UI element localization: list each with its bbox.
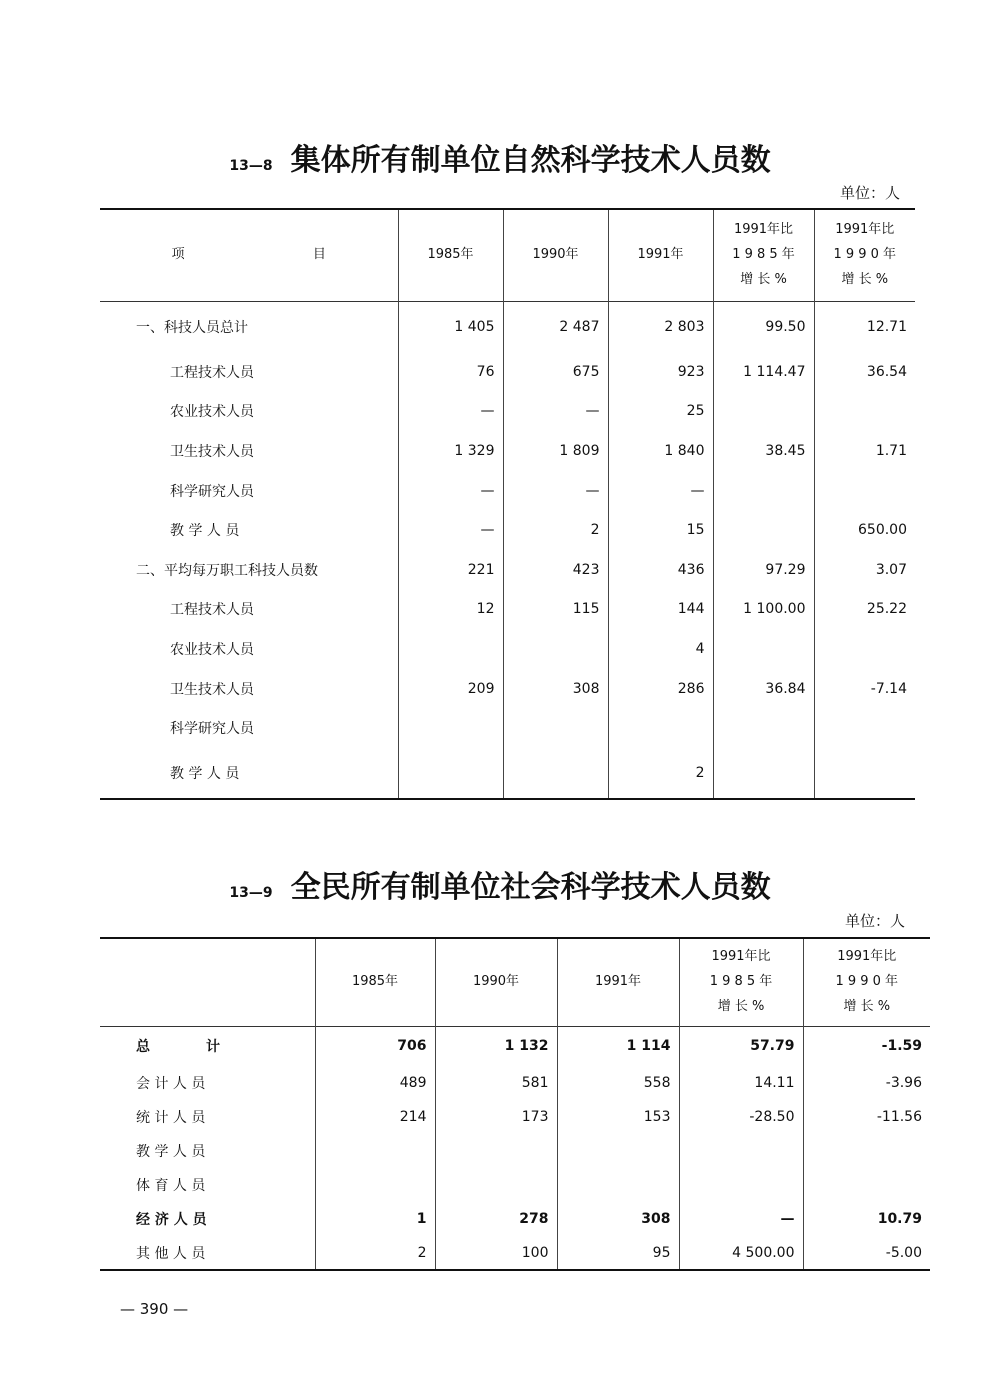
row-label: 教 学 人 员 [170, 523, 240, 540]
cell-c1990: 423 [503, 550, 608, 590]
page-number: — 390 — [120, 1300, 189, 1318]
cell-g90: -11.56 [803, 1100, 930, 1134]
table2-header-item [100, 938, 315, 1026]
cell-g85: 36.84 [713, 669, 814, 709]
cell-g85 [713, 708, 814, 748]
cell-g90: -1.59 [803, 1026, 930, 1066]
header-line1: 1991年比 [835, 222, 895, 238]
cell-g85 [713, 510, 814, 550]
cell-c1990 [503, 629, 608, 669]
table1-header-growth-1990 [814, 209, 915, 301]
cell-c1990: 581 [435, 1066, 557, 1100]
cell-c1985 [398, 748, 503, 799]
cell-c1985: 214 [315, 1100, 435, 1134]
cell-c1985: — [398, 392, 503, 432]
table-row [100, 1066, 930, 1100]
cell-c1990: 675 [503, 352, 608, 392]
header-line1: 1991年比 [711, 949, 771, 965]
table-row [100, 708, 915, 748]
cell-g85: 99.50 [713, 301, 814, 352]
cell-g85 [679, 1134, 803, 1168]
cell-g90 [814, 708, 915, 748]
row-label: 二、平均每万职工科技人员数 [136, 562, 318, 579]
row-label: 卫生技术人员 [170, 681, 254, 698]
table-row [100, 352, 915, 392]
table-row [100, 1100, 930, 1134]
table2-unit: 单位：人 [844, 912, 905, 930]
cell-c1990: 308 [503, 669, 608, 709]
cell-c1991: 144 [608, 590, 713, 630]
table-row [100, 510, 915, 550]
table2-header-1991: 1991年 [557, 938, 679, 1026]
table2-title [0, 862, 1000, 906]
cell-c1991: 308 [557, 1202, 679, 1236]
table-row [100, 550, 915, 590]
table2-title-text: 全民所有制单位社会科学技术人员数 [290, 870, 771, 905]
table1-title [0, 135, 1000, 179]
table1-title-text: 集体所有制单位自然科学技术人员数 [290, 143, 771, 178]
cell-c1985: 12 [398, 590, 503, 630]
table2-header-1985: 1985年 [315, 938, 435, 1026]
row-label: 体 育 人 员 [136, 1178, 206, 1194]
cell-g90: 12.71 [814, 301, 915, 352]
cell-c1990: 115 [503, 590, 608, 630]
header-line2: 1 9 8 5 年 [732, 246, 795, 262]
cell-c1990 [435, 1168, 557, 1202]
cell-g85: 1 100.00 [713, 590, 814, 630]
row-label: 科学研究人员 [170, 483, 254, 500]
cell-g85: 14.11 [679, 1066, 803, 1100]
table-row [100, 748, 915, 799]
cell-c1985: 1 329 [398, 431, 503, 471]
table2-header-row [100, 938, 930, 1026]
cell-g85 [679, 1168, 803, 1202]
cell-g90: 36.54 [814, 352, 915, 392]
cell-g85 [713, 629, 814, 669]
table-row [100, 1236, 930, 1270]
table-row [100, 590, 915, 630]
cell-g90: -5.00 [803, 1236, 930, 1270]
cell-g85: — [679, 1202, 803, 1236]
row-label: 总 计 [136, 1039, 220, 1056]
cell-g90: 10.79 [803, 1202, 930, 1236]
row-label: 教 学 人 员 [136, 1144, 206, 1160]
table1-number: 13—8 [229, 158, 273, 174]
cell-g85 [713, 748, 814, 799]
table1-header-1985: 1985年 [398, 209, 503, 301]
header-line3: 增 长 % [740, 271, 787, 287]
cell-g90: 1.71 [814, 431, 915, 471]
cell-c1985: 209 [398, 669, 503, 709]
cell-c1985: 1 405 [398, 301, 503, 352]
table2-header-1990: 1990年 [435, 938, 557, 1026]
row-label: 其 他 人 员 [136, 1245, 206, 1262]
cell-g90 [814, 392, 915, 432]
cell-g90: -3.96 [803, 1066, 930, 1100]
table2 [100, 937, 930, 1271]
cell-c1990: — [503, 392, 608, 432]
table-row [100, 471, 915, 511]
header-line2: 1 9 9 0 年 [835, 973, 899, 989]
cell-c1991: 4 [608, 629, 713, 669]
table1-unit: 单位：人 [839, 184, 900, 202]
cell-g90 [814, 629, 915, 669]
cell-c1985: 706 [315, 1026, 435, 1066]
table-row [100, 431, 915, 471]
header-line2: 1 9 9 0 年 [833, 246, 897, 262]
header-line3: 增 长 % [717, 998, 765, 1014]
cell-g85: 38.45 [713, 431, 814, 471]
header-line1: 1991年比 [733, 222, 794, 238]
table-row [100, 1134, 930, 1168]
cell-c1991: 2 803 [608, 301, 713, 352]
table1-header-row [100, 209, 915, 301]
cell-c1991: 2 [608, 748, 713, 799]
cell-c1985: 221 [398, 550, 503, 590]
cell-c1991: 95 [557, 1236, 679, 1270]
cell-c1990 [503, 748, 608, 799]
row-label: 卫生技术人员 [170, 443, 254, 460]
cell-g90 [803, 1168, 930, 1202]
cell-g85 [713, 392, 814, 432]
table-row [100, 669, 915, 709]
cell-c1985 [398, 629, 503, 669]
cell-c1985 [398, 708, 503, 748]
cell-c1991: 286 [608, 669, 713, 709]
cell-c1991 [608, 708, 713, 748]
table1 [100, 208, 915, 800]
cell-c1991: 923 [608, 352, 713, 392]
cell-c1985: — [398, 471, 503, 511]
cell-c1985: 1 [315, 1202, 435, 1236]
cell-g90 [814, 748, 915, 799]
header-item-left: 项 [171, 246, 185, 262]
table-row [100, 392, 915, 432]
cell-c1991: 558 [557, 1066, 679, 1100]
cell-g90: 25.22 [814, 590, 915, 630]
row-label: 会 计 人 员 [136, 1076, 206, 1092]
header-item-right: 目 [312, 246, 326, 262]
row-label: 工程技术人员 [170, 364, 254, 381]
cell-c1991: 25 [608, 392, 713, 432]
cell-g85: -28.50 [679, 1100, 803, 1134]
row-label: 经 济 人 员 [136, 1212, 207, 1228]
cell-c1985 [315, 1168, 435, 1202]
table1-body [100, 301, 915, 799]
table-row [100, 301, 915, 352]
cell-c1991: 1 114 [557, 1026, 679, 1066]
cell-g85: 97.29 [713, 550, 814, 590]
cell-c1991: — [608, 471, 713, 511]
cell-g90: 3.07 [814, 550, 915, 590]
cell-c1990: 1 132 [435, 1026, 557, 1066]
cell-g90: -7.14 [814, 669, 915, 709]
header-line1: 1991年比 [837, 949, 897, 965]
table2-number: 13—9 [229, 885, 273, 901]
cell-g90 [814, 471, 915, 511]
cell-c1985: — [398, 510, 503, 550]
header-line3: 增 长 % [841, 271, 889, 287]
table-row [100, 629, 915, 669]
table2-header-growth-1985 [679, 938, 803, 1026]
cell-c1991: 1 840 [608, 431, 713, 471]
table-row [100, 1026, 930, 1066]
table-row [100, 1202, 930, 1236]
cell-c1990: 2 487 [503, 301, 608, 352]
cell-c1985: 76 [398, 352, 503, 392]
row-label: 农业技术人员 [170, 641, 254, 658]
cell-c1990: — [503, 471, 608, 511]
cell-g90: 650.00 [814, 510, 915, 550]
cell-c1991 [557, 1134, 679, 1168]
cell-c1990 [435, 1134, 557, 1168]
cell-g85: 1 114.47 [713, 352, 814, 392]
cell-c1990 [503, 708, 608, 748]
cell-c1990: 1 809 [503, 431, 608, 471]
table-row [100, 1168, 930, 1202]
cell-c1985 [315, 1134, 435, 1168]
header-line2: 1 9 8 5 年 [709, 973, 773, 989]
cell-g85: 4 500.00 [679, 1236, 803, 1270]
cell-c1985: 2 [315, 1236, 435, 1270]
cell-c1990: 278 [435, 1202, 557, 1236]
row-label: 统 计 人 员 [136, 1110, 206, 1126]
cell-g90 [803, 1134, 930, 1168]
table1-header-1990: 1990年 [503, 209, 608, 301]
cell-g85: 57.79 [679, 1026, 803, 1066]
cell-c1985: 489 [315, 1066, 435, 1100]
cell-c1990: 2 [503, 510, 608, 550]
cell-c1990: 100 [435, 1236, 557, 1270]
cell-c1991: 436 [608, 550, 713, 590]
cell-c1990: 173 [435, 1100, 557, 1134]
row-label: 工程技术人员 [170, 602, 254, 619]
table1-header-growth-1985 [713, 209, 814, 301]
row-label: 一、科技人员总计 [136, 319, 248, 336]
cell-c1991 [557, 1168, 679, 1202]
header-line3: 增 长 % [843, 998, 891, 1014]
table2-body [100, 1026, 930, 1270]
table1-header-item [100, 209, 398, 301]
cell-g85 [713, 471, 814, 511]
table1-header-1991: 1991年 [608, 209, 713, 301]
row-label: 教 学 人 员 [170, 765, 240, 782]
row-label: 科学研究人员 [170, 721, 254, 738]
row-label: 农业技术人员 [170, 404, 254, 421]
table2-header-growth-1990 [803, 938, 930, 1026]
cell-c1991: 153 [557, 1100, 679, 1134]
cell-c1991: 15 [608, 510, 713, 550]
